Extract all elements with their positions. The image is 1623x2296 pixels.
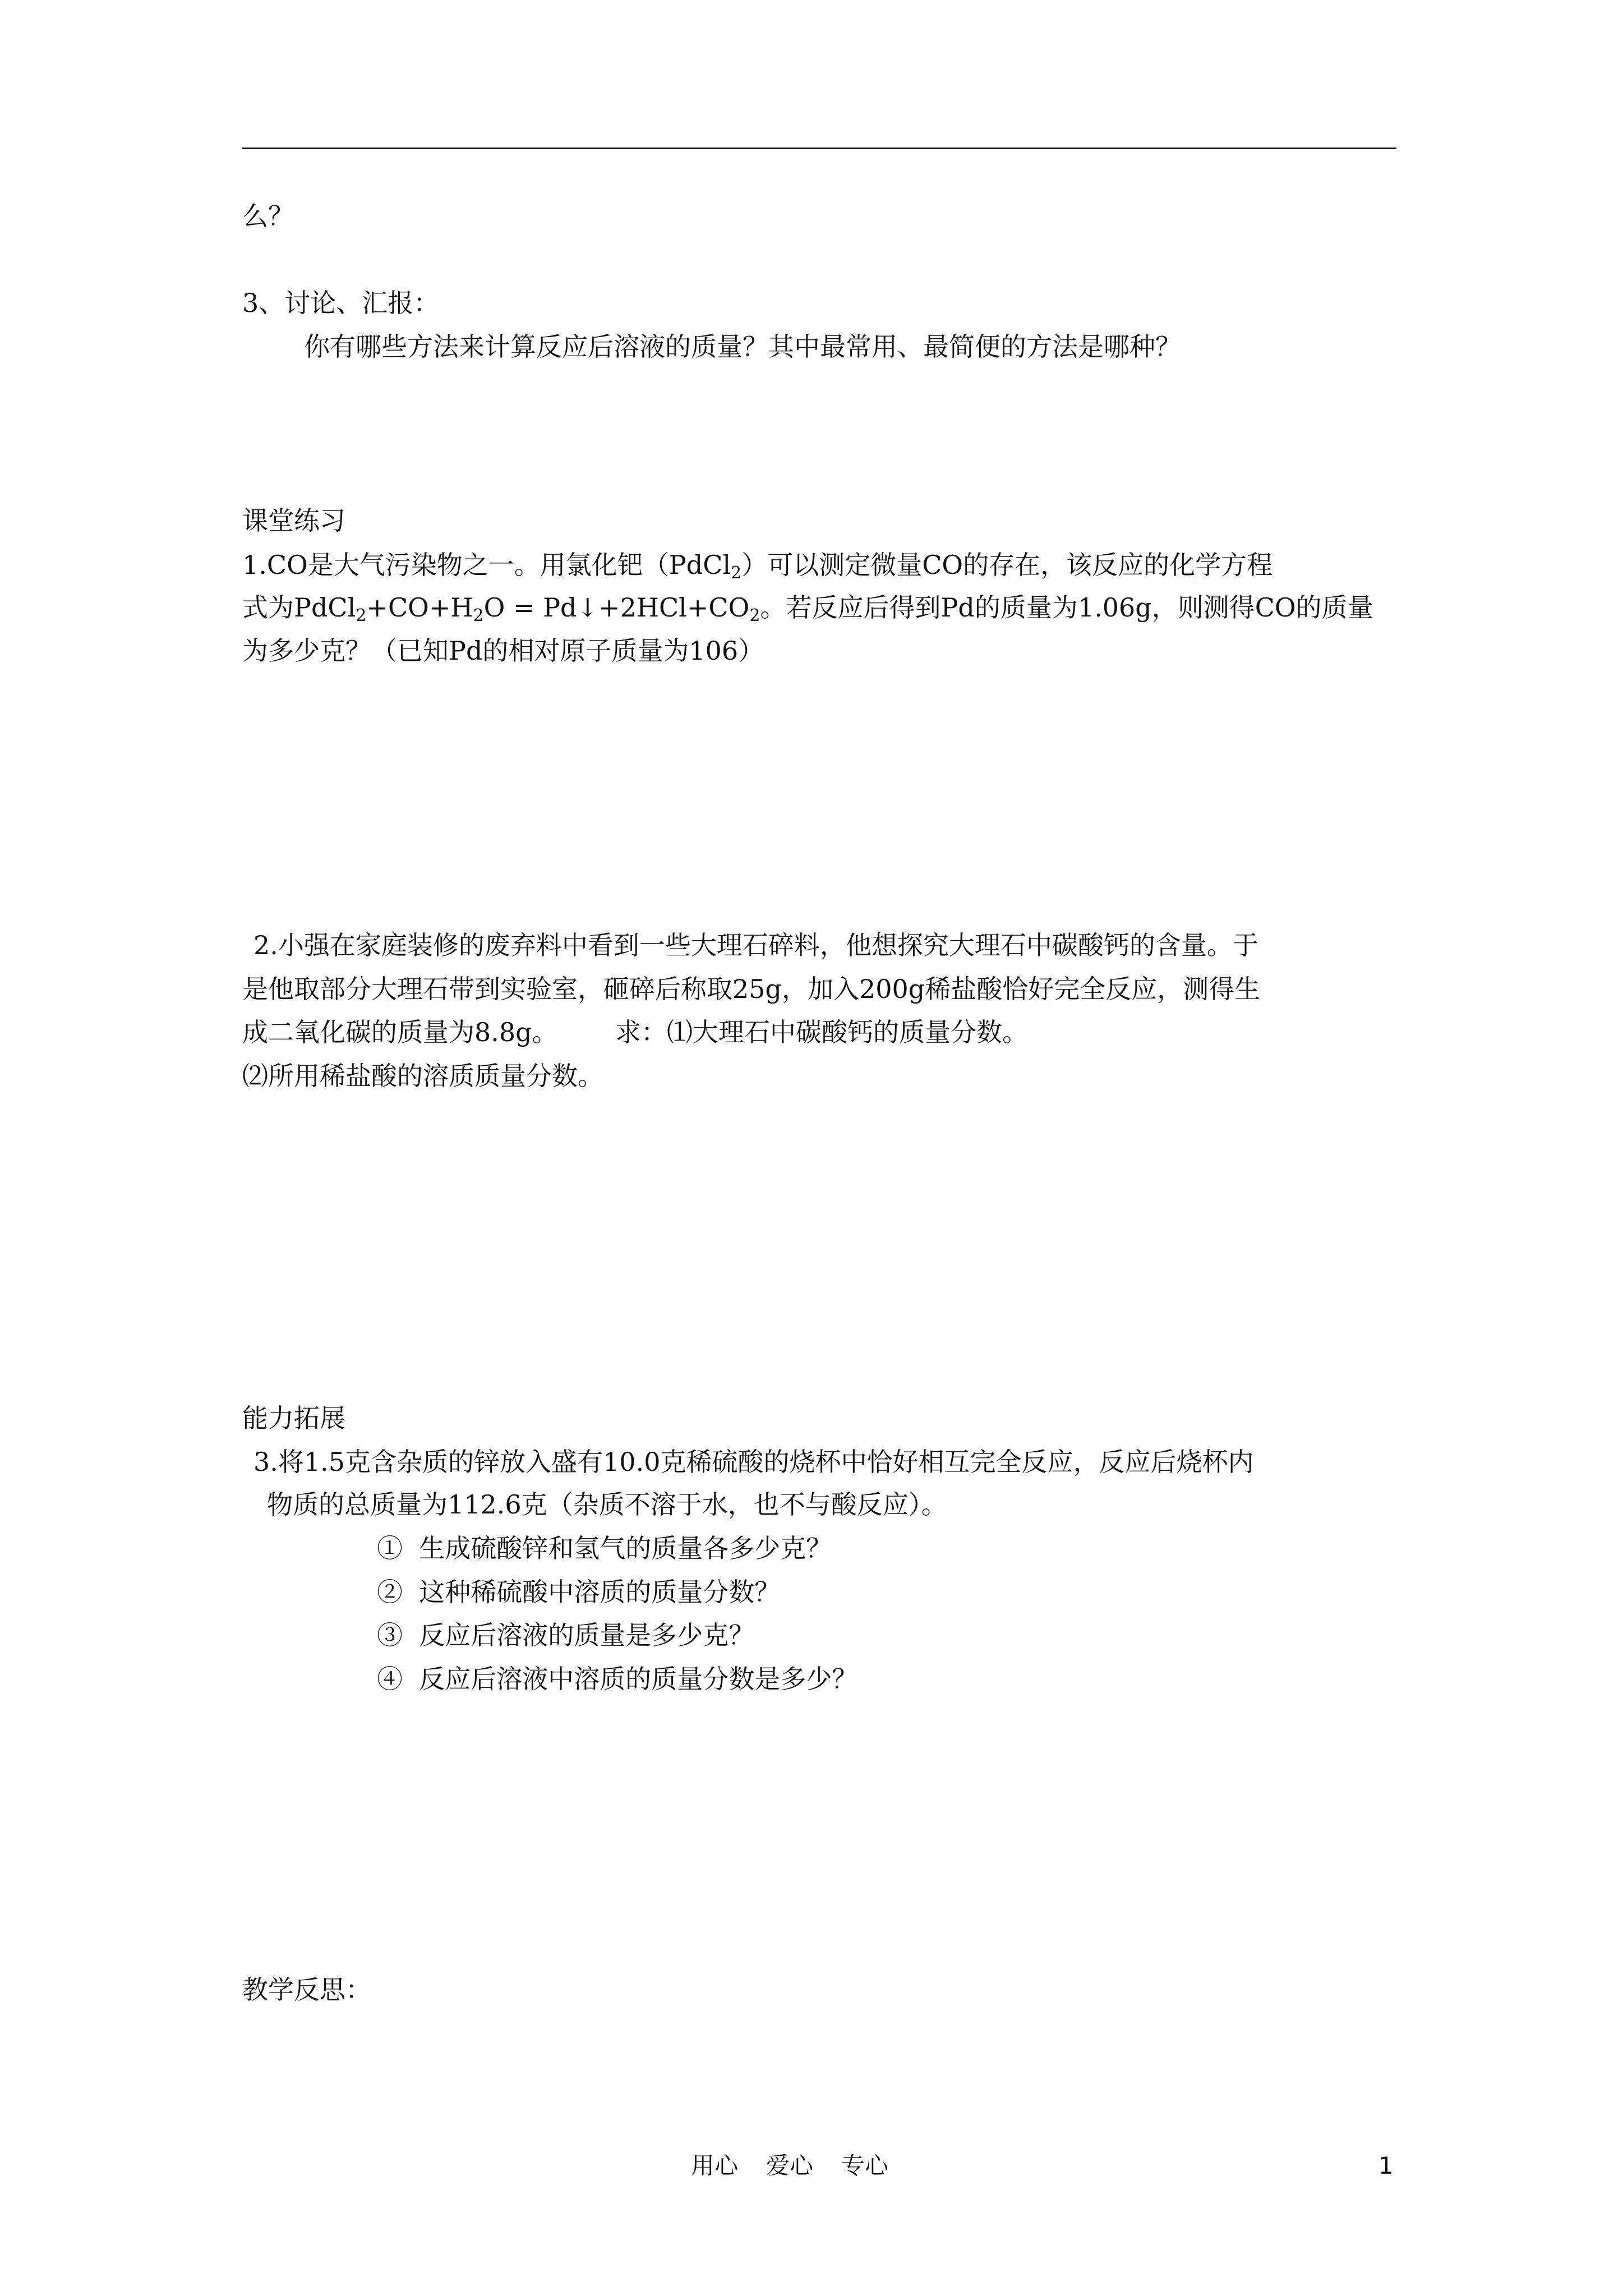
q2-line-1: 2.小强在家庭装修的废弃料中看到一些大理石碎料，他想探究大理石中碳酸钙的含量。于 (253, 930, 1258, 960)
q1-line-2: 式为$PdCl_2+CO+H_2O$ = $Pd↓+2HCl+CO_2$。若反应后得到Pd的质量为1.06g，则测得CO的质量 (242, 592, 1373, 625)
q2-line-4: ⑵所用稀盐酸的溶质质量分数。 (242, 1061, 603, 1091)
discussion-question: 你有哪些方法来计算反应后溶液的质量？其中最常用、最简便的方法是哪种？ (304, 332, 1181, 362)
q3-subquestion: ③ 反应后溶液的质量是多少克？ (377, 1620, 755, 1650)
page-number: 1 (1378, 2152, 1394, 2179)
q2-line-3: 成二氧化碳的质量为8.8g。 求：⑴大理石中碳酸钙的质量分数。 (242, 1017, 1028, 1047)
q2-line-2: 是他取部分大理石带到实验室，砸碎后称取25g，加入200g稀盐酸恰好完全反应，测得生 (242, 974, 1261, 1004)
q3-subquestion: ④ 反应后溶液中溶质的质量分数是多少？ (377, 1664, 858, 1694)
extension-heading: 能力拓展 (242, 1403, 345, 1433)
q3-subquestion: ② 这种稀硫酸中溶质的质量分数？ (377, 1577, 781, 1607)
reflection-heading: 教学反思： (242, 1975, 371, 2005)
discussion-heading: 3、讨论、汇报： (242, 288, 440, 318)
q3-line-1: 3.将1.5克含杂质的锌放入盛有10.0克稀硫酸的烧杯中恰好相互完全反应，反应后烧杯内 (253, 1447, 1254, 1477)
header-rule (242, 148, 1396, 149)
footer-slogan: 用心 爱心 专心 (691, 2152, 889, 2179)
q3-subquestion: ① 生成硫酸锌和氢气的质量各多少克？ (377, 1533, 832, 1563)
q3-line-2: 物质的总质量为112.6克（杂质不溶于水，也不与酸反应）。 (267, 1489, 947, 1520)
q1-line-1: 1.CO是大气污染物之一。用氯化钯（PdCl$_2$）可以测定微量CO的存在，该反应的化学方程 (242, 550, 1273, 583)
q1-line-3: 为多少克？（已知Pd的相对原子质量为106） (242, 636, 764, 666)
continuation-text: 么？ (242, 201, 294, 231)
practice-heading: 课堂练习 (242, 505, 345, 536)
